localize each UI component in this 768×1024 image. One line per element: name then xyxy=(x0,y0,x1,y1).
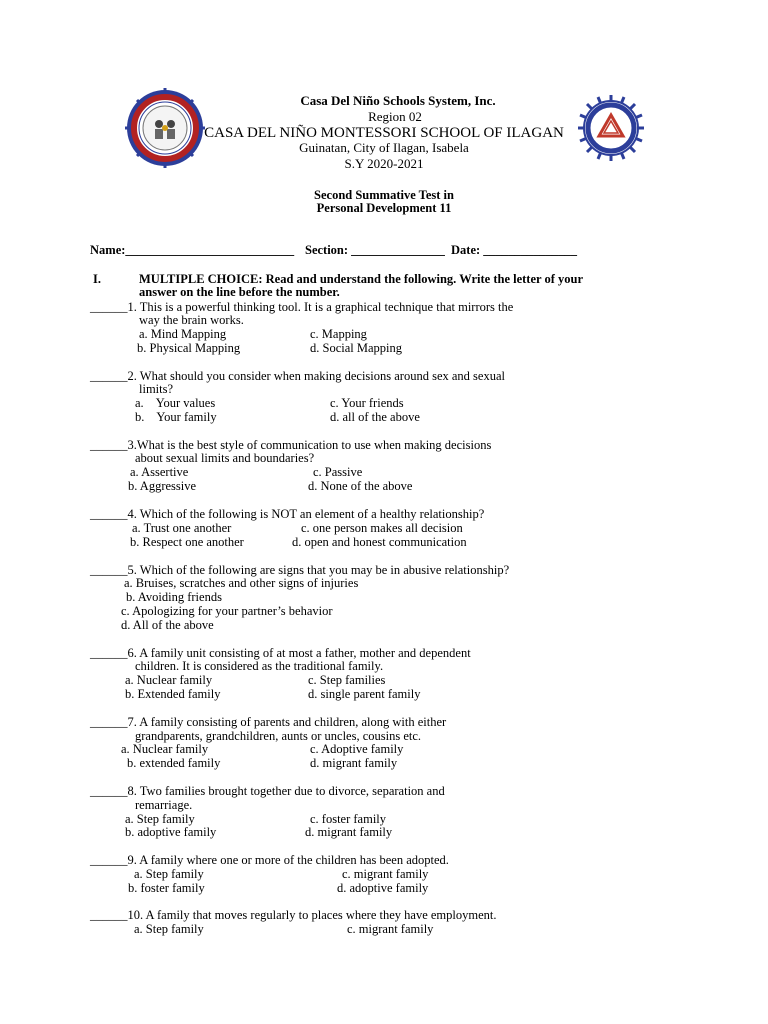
q5-option-d: d. All of the above xyxy=(121,618,214,632)
q1-option-c: c. Mapping xyxy=(310,327,367,341)
q3-option-c: c. Passive xyxy=(313,465,363,479)
q9-option-d: d. adoptive family xyxy=(337,881,429,895)
question-5: ______5. Which of the following are signs that you may be in abusive relationship? xyxy=(90,563,510,577)
q6-option-c: c. Step families xyxy=(308,673,386,687)
q9-option-c: c. migrant family xyxy=(342,867,429,881)
section-field: Section: _______________ xyxy=(305,243,445,257)
org-name: Casa Del Niño Schools System, Inc. xyxy=(300,93,496,108)
q9-option-b: b. foster family xyxy=(128,881,205,895)
q2-option-c: c. Your friends xyxy=(330,396,404,410)
school-year: S.Y 2020-2021 xyxy=(344,156,424,171)
question-3: ______3.What is the best style of communication to use when making decisions xyxy=(90,438,492,452)
question-3-cont: about sexual limits and boundaries? xyxy=(135,451,315,465)
q8-option-b: b. adoptive family xyxy=(125,825,217,839)
region: Region 02 xyxy=(368,109,422,124)
question-1-cont: way the brain works. xyxy=(139,313,244,327)
q1-option-a: a. Mind Mapping xyxy=(139,327,227,341)
q4-option-b: b. Respect one another xyxy=(130,535,244,549)
q2-option-d: d. all of the above xyxy=(330,410,420,424)
q6-option-d: d. single parent family xyxy=(308,687,421,701)
date-field: Date: _______________ xyxy=(451,243,578,257)
section-instructions-line2: answer on the line before the number. xyxy=(139,285,340,299)
q4-option-a: a. Trust one another xyxy=(132,521,232,535)
q8-option-a: a. Step family xyxy=(125,812,195,826)
q4-option-d: d. open and honest communication xyxy=(292,535,467,549)
school-seal-icon xyxy=(125,88,205,168)
q1-option-b: b. Physical Mapping xyxy=(137,341,241,355)
question-2: ______2. What should you consider when making decisions around sex and sexual xyxy=(90,369,505,383)
q7-option-c: c. Adoptive family xyxy=(310,742,404,756)
question-9: ______9. A family where one or more of the children has been adopted. xyxy=(90,853,449,867)
q2-option-b: b. Your family xyxy=(135,410,217,424)
q7-option-b: b. extended family xyxy=(127,756,221,770)
triangle-seal-icon xyxy=(578,95,644,161)
q5-option-a: a. Bruises, scratches and other signs of injuries xyxy=(124,576,359,590)
q5-option-c: c. Apologizing for your partner’s behavior xyxy=(121,604,333,618)
name-field: Name:___________________________ xyxy=(90,243,295,257)
question-10: ______10. A family that moves regularly to places where they have employment. xyxy=(90,908,497,922)
q7-option-d: d. migrant family xyxy=(310,756,398,770)
q3-option-b: b. Aggressive xyxy=(128,479,197,493)
question-1: ______1. This is a powerful thinking tool. It is a graphical technique that mirrors the xyxy=(90,300,514,314)
q4-option-c: c. one person makes all decision xyxy=(301,521,463,535)
test-title-line1: Second Summative Test in xyxy=(314,188,454,202)
question-7: ______7. A family consisting of parents and children, along with either xyxy=(90,715,447,729)
q8-option-d: d. migrant family xyxy=(305,825,393,839)
question-6-cont: children. It is considered as the traditional family. xyxy=(135,659,384,673)
school-address: Guinatan, City of Ilagan, Isabela xyxy=(299,140,469,155)
q3-option-d: d. None of the above xyxy=(308,479,413,493)
q8-option-c: c. foster family xyxy=(310,812,387,826)
question-4: ______4. Which of the following is NOT an element of a healthy relationship? xyxy=(90,507,485,521)
question-8: ______8. Two families brought together due to divorce, separation and xyxy=(90,784,445,798)
question-2-cont: limits? xyxy=(139,382,174,396)
q6-option-b: b. Extended family xyxy=(125,687,221,701)
q1-option-d: d. Social Mapping xyxy=(310,341,403,355)
section-instructions-line1: MULTIPLE CHOICE: Read and understand the following. Write the letter of your xyxy=(139,272,584,286)
school-name: CASA DEL NIÑO MONTESSORI SCHOOL OF ILAGAN xyxy=(204,125,564,141)
q6-option-a: a. Nuclear family xyxy=(125,673,213,687)
q10-option-c: c. migrant family xyxy=(347,922,434,936)
question-8-cont: remarriage. xyxy=(135,798,193,812)
test-title-line2: Personal Development 11 xyxy=(316,201,452,215)
q3-option-a: a. Assertive xyxy=(130,465,189,479)
q10-option-a: a. Step family xyxy=(134,922,204,936)
q7-option-a: a. Nuclear family xyxy=(121,742,209,756)
q2-option-a: a. Your values xyxy=(135,396,216,410)
q9-option-a: a. Step family xyxy=(134,867,204,881)
section-number: I. xyxy=(93,272,101,286)
q5-option-b: b. Avoiding friends xyxy=(126,590,222,604)
question-6: ______6. A family unit consisting of at most a father, mother and dependent xyxy=(90,646,471,660)
question-7-cont: grandparents, grandchildren, aunts or uncles, cousins etc. xyxy=(135,729,422,743)
